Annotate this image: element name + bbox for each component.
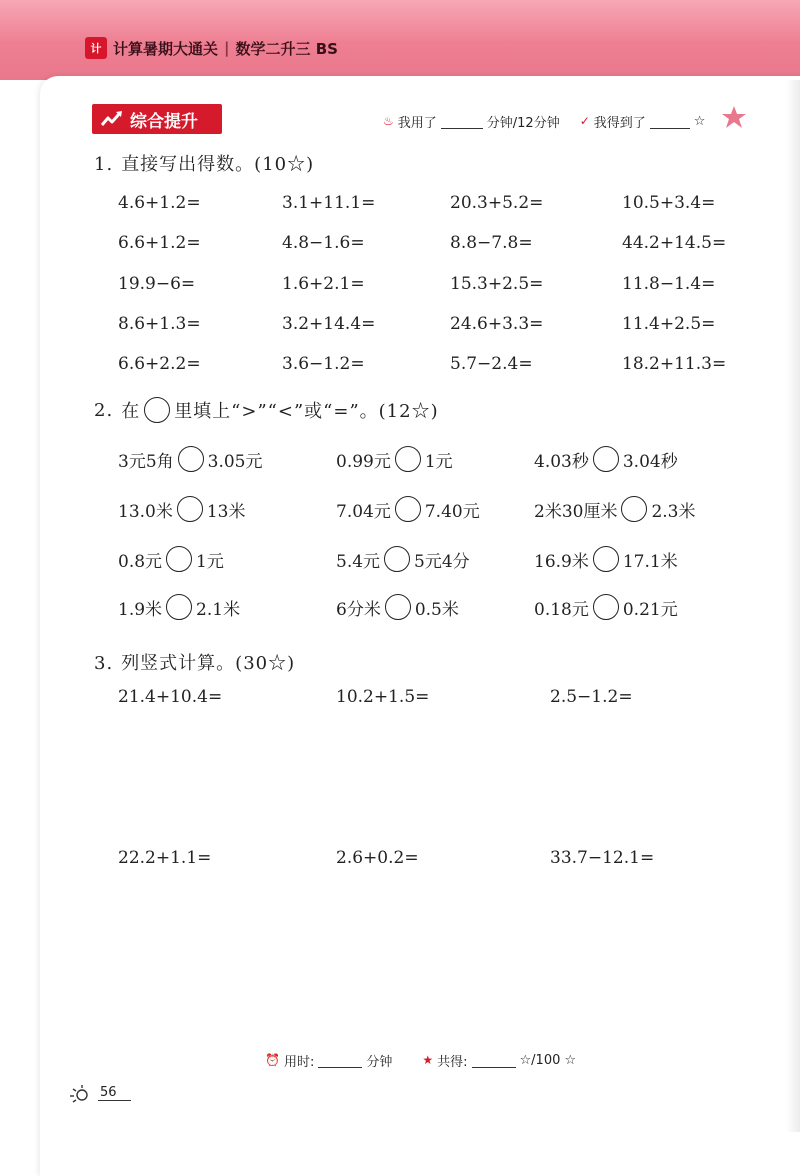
- q2-right-value: 5元4分: [414, 551, 470, 572]
- q2-right-value: 17.1米: [622, 551, 678, 572]
- q2-right-value: 2.3米: [651, 501, 696, 522]
- q1-expression: 24.6+3.3=: [450, 314, 544, 334]
- q2-left-value: 13.0米: [118, 501, 173, 522]
- answer-circle[interactable]: [178, 446, 204, 472]
- q2-right-value: 0.5米: [414, 599, 459, 620]
- q1-expression: 10.5+3.4=: [622, 193, 716, 213]
- time-used-unit: 分钟/12分钟: [486, 115, 560, 131]
- q2-left-value: 0.18元: [534, 599, 589, 620]
- q2-right-value: 3.05元: [207, 451, 263, 472]
- q2-comparison: [118, 546, 224, 572]
- q2-comparison: [118, 496, 246, 522]
- sun-icon: [68, 1083, 94, 1103]
- q1-expression: 18.2+11.3=: [622, 354, 727, 374]
- q1-expression: 6.6+2.2=: [118, 354, 201, 374]
- q2-right-value: 3.04秒: [622, 451, 678, 472]
- score-label: 我得到了: [593, 115, 646, 131]
- q3-number: 3.: [94, 653, 114, 674]
- answer-circle[interactable]: [593, 546, 619, 572]
- q2-title-pre: 在: [121, 401, 141, 422]
- q2-comparison: [336, 446, 453, 472]
- footer-total-unit: ☆/100 ☆: [519, 1052, 577, 1068]
- q2-comparison: [336, 546, 470, 572]
- q2-right-value: 1元: [424, 451, 453, 472]
- q1-expression: 8.8−7.8=: [450, 233, 533, 253]
- q3-expression: 22.2+1.1=: [118, 848, 212, 868]
- q2-left-value: 0.8元: [118, 551, 163, 572]
- q2-comparison: [118, 594, 240, 620]
- q2-right-value: 0.21元: [622, 599, 678, 620]
- answer-circle[interactable]: [384, 546, 410, 572]
- q1-expression: 3.2+14.4=: [282, 314, 376, 334]
- q2-comparison: [336, 496, 480, 522]
- trend-up-icon: [100, 110, 124, 128]
- answer-circle[interactable]: [166, 546, 192, 572]
- q1-expression: 11.4+2.5=: [622, 314, 716, 334]
- self-record: [383, 111, 763, 131]
- q2-left-value: 1.9米: [118, 599, 163, 620]
- star-badge-icon: [718, 104, 750, 130]
- q2-comparison: [118, 446, 263, 472]
- fire-icon: ♨: [383, 114, 394, 128]
- q1-expression: 8.6+1.3=: [118, 314, 201, 334]
- score-blank[interactable]: [650, 114, 690, 129]
- q2-title-post: 里填上“>”“<”或“=”。(12☆): [174, 401, 439, 422]
- q2-right-value: 2.1米: [196, 599, 241, 620]
- q2-right-value: 1元: [196, 551, 224, 572]
- time-used-blank[interactable]: [441, 114, 483, 129]
- q1-expression: 44.2+14.5=: [622, 233, 727, 253]
- footer-total-blank[interactable]: [472, 1053, 516, 1068]
- footer-time-blank[interactable]: [318, 1053, 362, 1068]
- q2-left-value: 16.9米: [534, 551, 589, 572]
- q2-right-value: 7.40元: [424, 501, 480, 522]
- q1-expression: 11.8−1.4=: [622, 274, 716, 294]
- answer-circle[interactable]: [385, 594, 411, 620]
- q2-left-value: 4.03秒: [534, 451, 589, 472]
- page-number: [68, 1082, 131, 1104]
- answer-circle[interactable]: [621, 496, 647, 522]
- book-logo-icon: 计: [85, 37, 107, 59]
- q1-expression: 3.1+11.1=: [282, 193, 376, 213]
- q2-left-value: 2米30厘米: [534, 501, 618, 522]
- q1-expression: 4.6+1.2=: [118, 193, 201, 213]
- answer-circle[interactable]: [395, 446, 421, 472]
- q2-comparison: [534, 546, 678, 572]
- header-banner: [0, 0, 800, 80]
- q2-right-value: 13米: [206, 501, 246, 522]
- book-subject: 数学二升三 BS: [235, 39, 338, 58]
- q2-title: [94, 397, 439, 423]
- q2-comparison: [534, 496, 696, 522]
- q1-title-text: 直接写出得数。(10☆): [121, 154, 315, 175]
- page-edge: [786, 80, 800, 1132]
- q1-number: 1.: [94, 154, 114, 175]
- header-separator: |: [224, 39, 230, 57]
- book-header: [85, 34, 338, 62]
- q1-expression: 3.6−1.2=: [282, 354, 365, 374]
- answer-circle[interactable]: [166, 594, 192, 620]
- star-icon: ★: [422, 1053, 434, 1067]
- q1-expression: 15.3+2.5=: [450, 274, 544, 294]
- q2-comparison: [336, 594, 459, 620]
- q2-left-value: 5.4元: [336, 551, 381, 572]
- time-used-label: 我用了: [397, 115, 437, 131]
- q3-title-text: 列竖式计算。(30☆): [121, 653, 296, 674]
- footer-time-unit: 分钟: [366, 1054, 393, 1070]
- footer-time-label: 用时:: [283, 1054, 315, 1070]
- score-unit: ☆: [693, 113, 706, 129]
- q1-expression: 5.7−2.4=: [450, 354, 533, 374]
- answer-circle[interactable]: [177, 496, 203, 522]
- circle-icon: [144, 397, 170, 423]
- q2-left-value: 6分米: [336, 599, 381, 620]
- q2-left-value: 0.99元: [336, 451, 391, 472]
- check-circle-icon: ✓: [579, 114, 590, 128]
- q1-expression: 4.8−1.6=: [282, 233, 365, 253]
- q1-expression: 20.3+5.2=: [450, 193, 544, 213]
- q1-title: [94, 150, 314, 176]
- book-title: 计算暑期大通关: [113, 39, 219, 58]
- footer-summary: [265, 1050, 585, 1070]
- page-number-text: 56: [98, 1085, 131, 1101]
- section-title-tag: [92, 104, 222, 134]
- section-title: 综合提升: [130, 111, 198, 132]
- q3-expression: 2.6+0.2=: [336, 848, 419, 868]
- q3-expression: 33.7−12.1=: [550, 848, 655, 868]
- q3-expression: 2.5−1.2=: [550, 687, 633, 707]
- footer-total-label: 共得:: [437, 1054, 468, 1070]
- q1-expression: 6.6+1.2=: [118, 233, 201, 253]
- q2-number: 2.: [94, 399, 114, 421]
- answer-circle[interactable]: [395, 496, 421, 522]
- q2-comparison: [534, 446, 678, 472]
- q2-left-value: 3元5角: [118, 451, 174, 472]
- answer-circle[interactable]: [593, 446, 619, 472]
- q2-comparison: [534, 594, 678, 620]
- q2-left-value: 7.04元: [336, 501, 391, 522]
- q1-expression: 1.6+2.1=: [282, 274, 365, 294]
- answer-circle[interactable]: [593, 594, 619, 620]
- q1-expression: 19.9−6=: [118, 274, 196, 294]
- q3-expression: 21.4+10.4=: [118, 687, 223, 707]
- q3-title: [94, 649, 295, 675]
- q3-expression: 10.2+1.5=: [336, 687, 430, 707]
- clock-icon: ⏰: [265, 1053, 280, 1067]
